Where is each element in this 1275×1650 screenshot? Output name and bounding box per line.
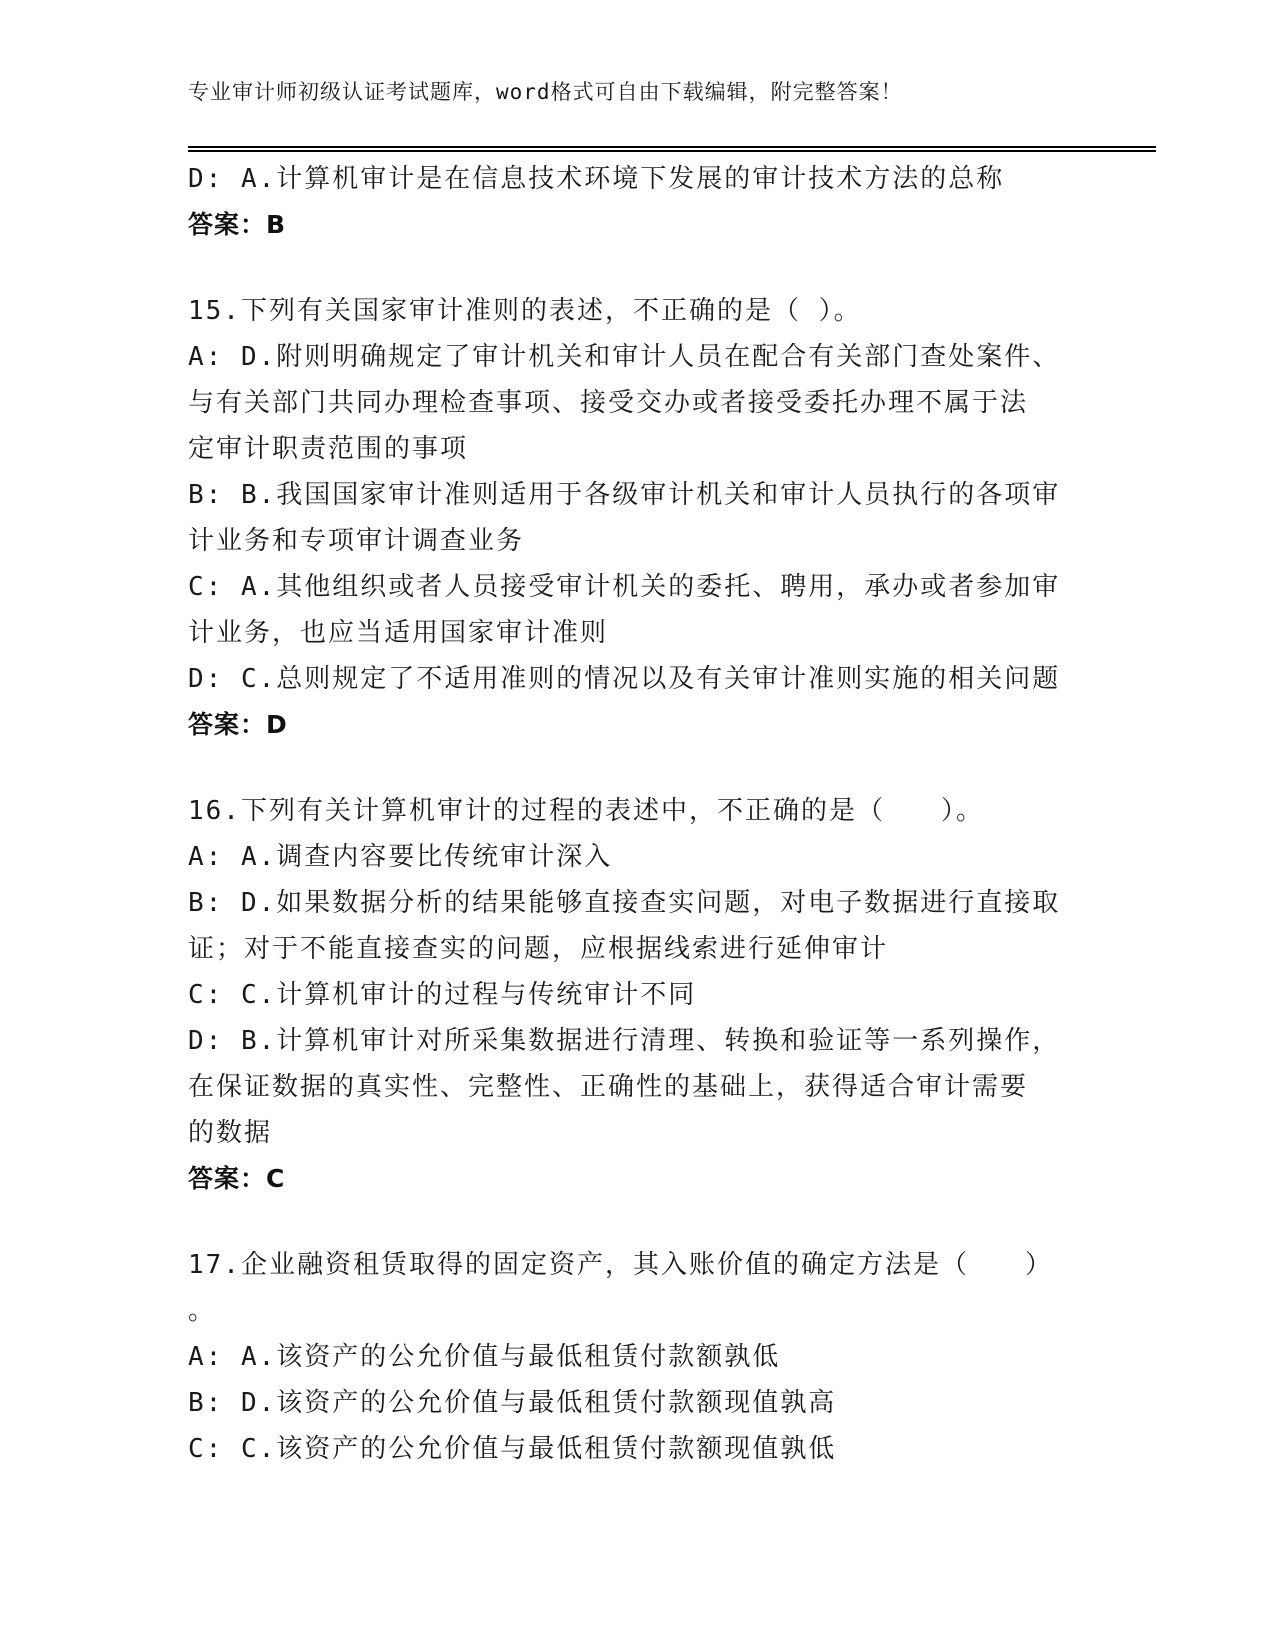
option-d-line-1: D: B.计算机审计对所采集数据进行清理、转换和验证等一系列操作， — [188, 1026, 1061, 1056]
question-stem: 15.下列有关国家审计准则的表述，不正确的是（ ）。 — [188, 296, 862, 326]
option-d-line-3: 的数据 — [188, 1118, 273, 1148]
prev-question — [188, 156, 1088, 248]
question-15 — [188, 288, 1088, 748]
option-a: A: A.调查内容要比传统审计深入 — [188, 842, 613, 872]
option-b-line-2: 计业务和专项审计调查业务 — [188, 526, 525, 556]
answer-line: 答案：B — [188, 210, 287, 239]
spacer — [188, 1202, 1088, 1242]
question-stem: 16.下列有关计算机审计的过程的表述中，不正确的是（ ）。 — [188, 796, 984, 826]
option-c-line-1: C: A.其他组织或者人员接受审计机关的委托、聘用，承办或者参加审 — [188, 572, 1061, 602]
option-d: D: A.计算机审计是在信息技术环境下发展的审计技术方法的总称 — [188, 164, 1005, 194]
option-b-line-1: B: D.如果数据分析的结果能够直接查实问题，对电子数据进行直接取 — [188, 888, 1061, 918]
option-c: C: C.计算机审计的过程与传统审计不同 — [188, 980, 697, 1010]
spacer — [188, 748, 1088, 788]
option-c-line-2: 计业务，也应当适用国家审计准则 — [188, 618, 609, 648]
answer-line: 答案：C — [188, 1164, 286, 1193]
document-body — [188, 156, 1088, 1472]
spacer — [188, 248, 1088, 288]
option-c: C: C.该资产的公允价值与最低租赁付款额现值孰低 — [188, 1434, 837, 1464]
header-double-rule — [188, 146, 1156, 152]
question-stem-line-2: 。 — [188, 1296, 217, 1326]
option-a-line-1: A: D.附则明确规定了审计机关和审计人员在配合有关部门查处案件、 — [188, 342, 1061, 372]
question-17 — [188, 1242, 1088, 1472]
option-a-line-3: 定审计职责范围的事项 — [188, 434, 469, 464]
option-a-line-2: 与有关部门共同办理检查事项、接受交办或者接受委托办理不属于法 — [188, 388, 1029, 418]
page-header-text: 专业审计师初级认证考试题库，word格式可自由下载编辑，附完整答案！ — [188, 80, 903, 104]
question-stem-line-1: 17.企业融资租赁取得的固定资产，其入账价值的确定方法是（ ） — [188, 1250, 1053, 1280]
option-d-line-2: 在保证数据的真实性、完整性、正确性的基础上，获得适合审计需要 — [188, 1072, 1029, 1102]
answer-line: 答案：D — [188, 710, 288, 739]
option-b-line-1: B: B.我国国家审计准则适用于各级审计机关和审计人员执行的各项审 — [188, 480, 1061, 510]
option-b-line-2: 证；对于不能直接查实的问题，应根据线索进行延伸审计 — [188, 934, 889, 964]
option-a: A: A.该资产的公允价值与最低租赁付款额孰低 — [188, 1342, 781, 1372]
option-d: D: C.总则规定了不适用准则的情况以及有关审计准则实施的相关问题 — [188, 664, 1061, 694]
question-16 — [188, 788, 1088, 1202]
option-b: B: D.该资产的公允价值与最低租赁付款额现值孰高 — [188, 1388, 837, 1418]
